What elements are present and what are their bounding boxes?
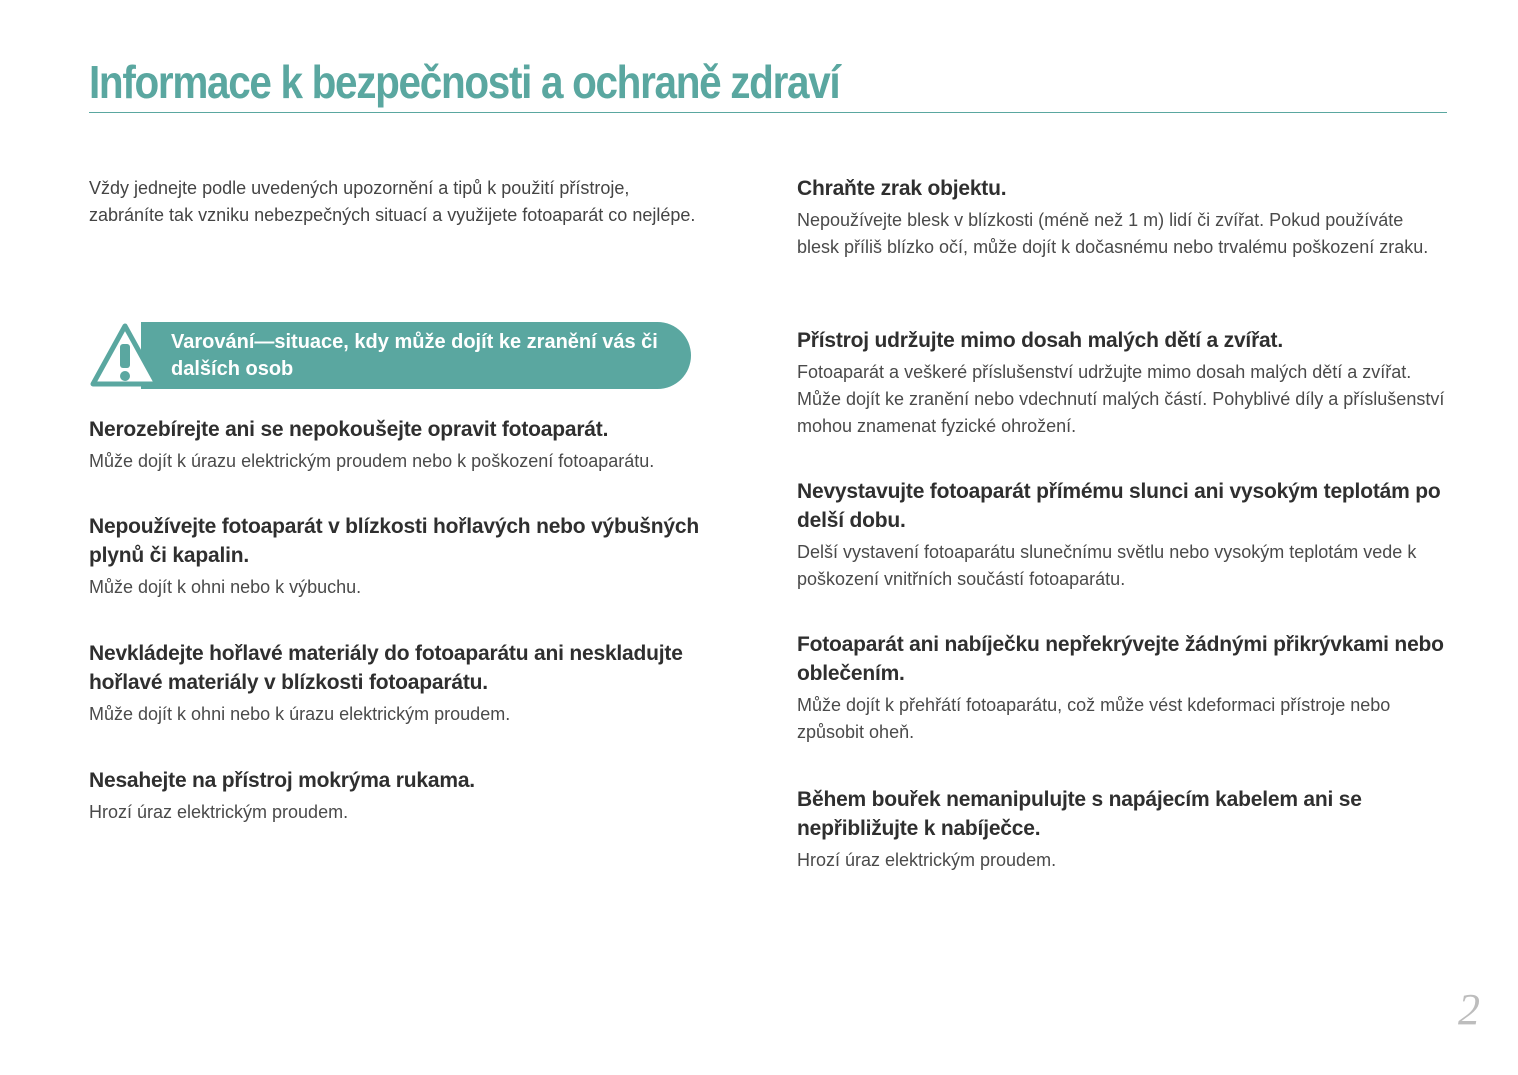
item-heading: Nevystavujte fotoaparát přímému slunci ani vysokým teplotám po delší dobu. [797,480,1441,532]
list-item [797,477,1447,593]
list-item [89,639,739,728]
item-body: Může dojít k ohni nebo k úrazu elektrickým proudem. [89,704,511,724]
item-heading: Nevkládejte hořlavé materiály do fotoaparátu ani neskladujte hořlavé materiály v blízkosti fotoaparátu. [89,642,683,694]
list-item [797,326,1447,440]
warning-banner [89,322,691,389]
item-body: Hrozí úraz elektrickým proudem. [89,802,349,822]
item-body: Nepoužívejte blesk v blízkosti (méně než 1 m) lidí či zvířat. Pokud používáte blesk příliš blízko očí, může dojít k dočasnému nebo trvalému poškození zraku. [797,210,1429,257]
list-item [797,174,1447,261]
item-body: Delší vystavení fotoaparátu slunečnímu světlu nebo vysokým teplotám vede k poškození vnitřních součástí fotoaparátu. [797,542,1417,589]
item-heading: Během bouřek nemanipulujte s napájecím kabelem ani se nepřibližujte k nabíječce. [797,788,1362,840]
warning-label: Varování—situace, kdy může dojít ke zranění vás či dalších osob [171,331,658,380]
item-heading: Nesahejte na přístroj mokrýma rukama. [89,769,475,792]
item-heading: Přístroj udržujte mimo dosah malých dětí a zvířat. [797,329,1283,352]
title-divider [89,112,1447,113]
item-heading: Fotoaparát ani nabíječku nepřekrývejte žádnými přikrývkami nebo oblečením. [797,633,1444,685]
warning-triangle-icon [89,322,161,389]
list-item [89,415,739,475]
item-body: Hrozí úraz elektrickým proudem. [797,850,1057,870]
item-body: Může dojít k ohni nebo k výbuchu. [89,577,362,597]
page-number: 2 [1458,985,1480,1034]
page-title: Informace k bezpečnosti a ochraně zdraví [89,56,840,108]
list-item [89,512,739,601]
item-body: Může dojít k úrazu elektrickým proudem nebo k poškození fotoaparátu. [89,451,655,471]
list-item [89,766,739,826]
intro-text: Vždy jednejte podle uvedených upozornění a tipů k použití přístroje, zabráníte tak vzniku nebezpečných situací a využijete fotoaparát co nejlépe. [89,178,696,225]
item-heading: Nepoužívejte fotoaparát v blízkosti hořlavých nebo výbušných plynů či kapalin. [89,515,699,567]
item-heading: Chraňte zrak objektu. [797,177,1007,200]
list-item [797,785,1447,874]
item-body: Fotoaparát a veškeré příslušenství udržujte mimo dosah malých dětí a zvířat. Může dojít ke zranění nebo vdechnutí malých částí. Pohyblivé díly a příslušenství mohou znamenat fyzické ohrožení. [797,362,1445,436]
list-item [797,630,1447,746]
item-heading: Nerozebírejte ani se nepokoušejte opravit fotoaparát. [89,418,609,441]
item-body: Může dojít k přehřátí fotoaparátu, což může vést kdeformaci přístroje nebo způsobit oheň. [797,695,1391,742]
